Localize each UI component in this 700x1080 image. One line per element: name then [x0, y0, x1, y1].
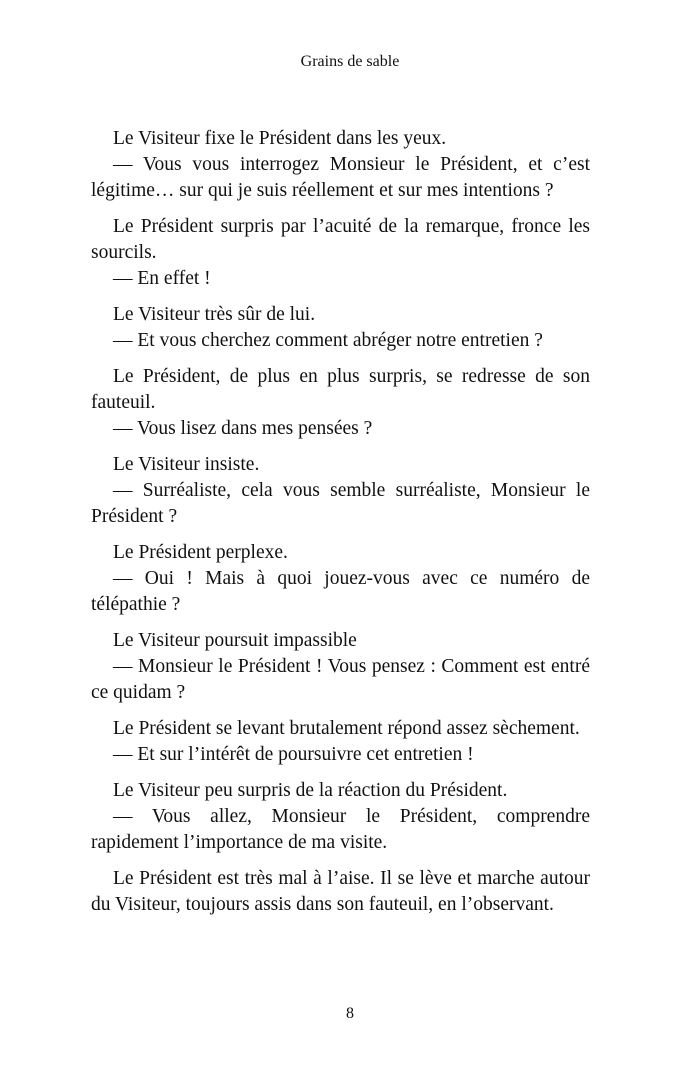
running-title: Grains de sable	[300, 53, 400, 70]
narration-line: Le Président se levant brutalement répond assez sèchement.	[113, 718, 580, 739]
dialogue-line: — Vous vous interrogez Monsieur le Président, et c’est légitime… sur qui je suis réellement et sur mes intentions ?	[91, 154, 590, 201]
dialogue-line: — Vous lisez dans mes pensées ?	[113, 418, 373, 439]
paragraph	[91, 540, 590, 618]
body-text	[91, 126, 590, 928]
narration-line: Le Visiteur poursuit impassible	[113, 630, 357, 651]
paragraph	[91, 214, 590, 292]
paragraph	[91, 628, 590, 706]
narration-line: Le Président surpris par l’acuité de la remarque, fronce les sourcils.	[91, 216, 590, 263]
narration-line: Le Président, de plus en plus surpris, se redresse de son fauteuil.	[91, 366, 590, 413]
dialogue-line: — Et sur l’intérêt de poursuivre cet entretien !	[113, 744, 474, 765]
dialogue-line: — Surréaliste, cela vous semble surréaliste, Monsieur le Président ?	[91, 480, 590, 527]
paragraph	[91, 452, 590, 530]
narration-line: Le Visiteur fixe le Président dans les yeux.	[113, 128, 447, 149]
page-number: 8	[346, 1005, 354, 1022]
dialogue-line: — Et vous cherchez comment abréger notre entretien ?	[113, 330, 543, 351]
narration-line: Le Visiteur peu surpris de la réaction du Président.	[113, 780, 508, 801]
paragraph	[91, 778, 590, 856]
dialogue-line: — Vous allez, Monsieur le Président, comprendre rapidement l’importance de ma visite.	[91, 806, 590, 853]
dialogue-line: — En effet !	[113, 268, 211, 289]
paragraph	[91, 126, 590, 204]
narration-line: Le Président perplexe.	[113, 542, 288, 563]
paragraph	[91, 716, 590, 768]
dialogue-line: — Oui ! Mais à quoi jouez-vous avec ce numéro de télépathie ?	[91, 568, 590, 615]
narration-line: Le Président est très mal à l’aise. Il se lève et marche autour du Visiteur, toujours assis dans son fauteuil, en l’observant.	[91, 868, 590, 915]
narration-line: Le Visiteur insiste.	[113, 454, 260, 475]
paragraph	[91, 866, 590, 918]
dialogue-line: — Monsieur le Président ! Vous pensez : Comment est entré ce quidam ?	[91, 656, 590, 703]
paragraph	[91, 302, 590, 354]
narration-line: Le Visiteur très sûr de lui.	[113, 304, 316, 325]
paragraph	[91, 364, 590, 442]
